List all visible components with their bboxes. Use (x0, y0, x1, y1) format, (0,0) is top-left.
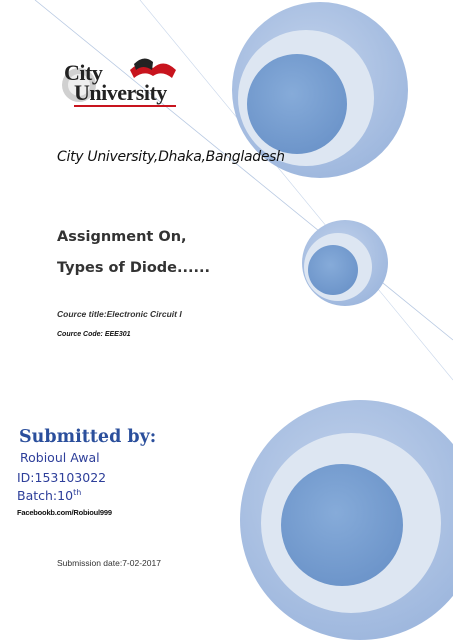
course-title: Cource title:Electronic Circuit I (57, 309, 182, 319)
submitted-by-heading: Submitted by: (19, 427, 157, 447)
circle-mid-inner (308, 245, 358, 295)
circle-bottom-inner (281, 464, 403, 586)
logo-underline (74, 105, 176, 107)
facebook-link[interactable]: Facebookb.com/Robioul999 (17, 508, 112, 517)
student-id: ID:153103022 (17, 470, 107, 485)
city-university-logo (60, 52, 190, 112)
logo-text-city: City (64, 60, 103, 85)
university-location: City University,Dhaka,Bangladesh (57, 149, 285, 165)
assignment-topic: Types of Diode...... (57, 260, 211, 276)
submission-date: Submission date:7-02-2017 (57, 558, 161, 568)
circle-top-inner (247, 54, 347, 154)
assignment-heading: Assignment On, (57, 229, 187, 245)
course-code: Cource Code: EEE301 (57, 331, 131, 338)
logo-text-university: University (74, 80, 167, 105)
batch-suffix: th (73, 487, 82, 497)
student-name: Robioul Awal (20, 450, 100, 465)
batch-text: Batch:10 (17, 488, 74, 503)
logo-book-icon (128, 52, 178, 82)
student-batch (17, 488, 81, 503)
